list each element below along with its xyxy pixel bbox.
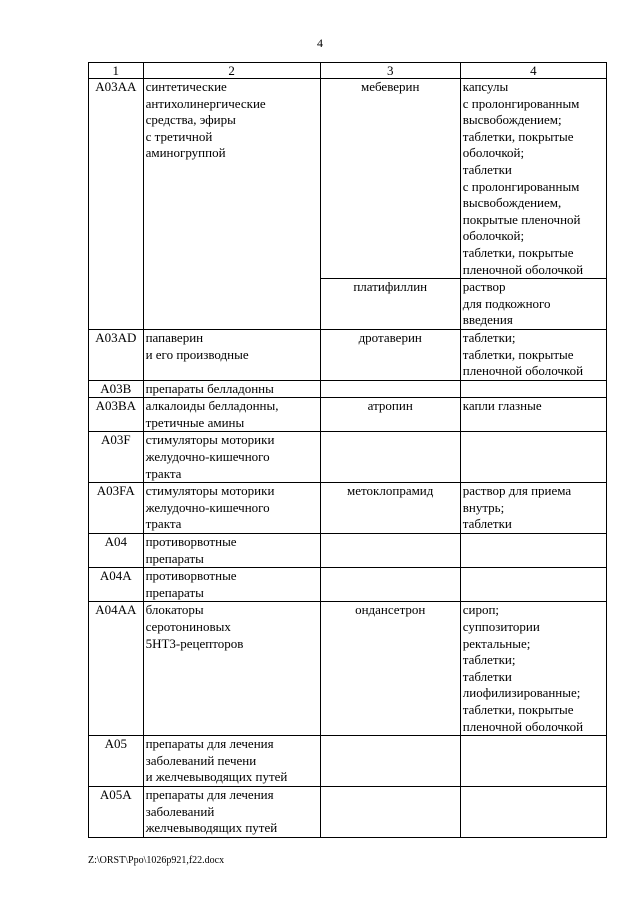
drug-name-cell: ондансетрон [320,602,460,736]
group-name-cell: препараты белладонны [143,380,320,398]
table-row [89,483,607,534]
page-number: 4 [317,36,323,50]
atc-code-cell: A04AA [89,602,144,736]
table-row [89,534,607,568]
drug-classification-table [88,62,607,838]
atc-code-cell: A03B [89,380,144,398]
atc-code-cell: A03FA [89,483,144,534]
table-header-row [89,63,607,79]
group-name-cell: противорвотные препараты [143,568,320,602]
dosage-form-cell: капли глазные [460,398,606,432]
group-name-cell: стимуляторы моторики желудочно-кишечного тракта [143,432,320,483]
drug-name-cell: дротаверин [320,329,460,380]
drug-name-cell: атропин [320,398,460,432]
atc-code-cell: A05 [89,736,144,787]
table-row [89,398,607,432]
drug-name-cell: платифиллин [320,279,460,330]
atc-code-cell: A03BA [89,398,144,432]
dosage-form-cell: капсулы с пролонгированным высвобождением; таблетки, покрытые оболочкой; таблетки с пролонгированным высвобождением, покрытые пленочной оболочкой; таблетки, покрытые пленочной оболочкой [460,79,606,279]
group-name-cell: противорвотные препараты [143,534,320,568]
atc-code-cell: A03AD [89,329,144,380]
drug-name-cell [320,786,460,837]
dosage-form-cell [460,380,606,398]
drug-name-cell: метоклопрамид [320,483,460,534]
dosage-form-cell [460,432,606,483]
drug-name-cell [320,736,460,787]
table-row [89,786,607,837]
column-header: 3 [320,63,460,79]
dosage-form-cell: сироп; суппозитории ректальные; таблетки; таблетки лиофилизированные; таблетки, покрытые пленочной оболочкой [460,602,606,736]
atc-code-cell: A03F [89,432,144,483]
dosage-form-cell [460,534,606,568]
document-file-path: Z:\ORST\Ppo\1026p921,f22.docx [88,855,225,866]
drug-name-cell: мебеверин [320,79,460,279]
table-row [89,329,607,380]
column-header: 2 [143,63,320,79]
atc-code-cell: A04A [89,568,144,602]
table-row [89,380,607,398]
table-row [89,602,607,736]
group-name-cell: синтетические антихолинергические средства, эфиры с третичной аминогруппой [143,79,320,330]
atc-code-cell: A05A [89,786,144,837]
group-name-cell: алкалоиды белладонны, третичные амины [143,398,320,432]
dosage-form-cell [460,786,606,837]
group-name-cell: папаверин и его производные [143,329,320,380]
dosage-form-cell [460,736,606,787]
table-row [89,432,607,483]
atc-code-cell: A04 [89,534,144,568]
table-row [89,736,607,787]
group-name-cell: стимуляторы моторики желудочно-кишечного тракта [143,483,320,534]
drug-name-cell [320,568,460,602]
column-header: 4 [460,63,606,79]
dosage-form-cell: раствор для подкожного введения [460,279,606,330]
table-row [89,79,607,279]
dosage-form-cell: таблетки; таблетки, покрытые пленочной оболочкой [460,329,606,380]
table-row [89,568,607,602]
drug-name-cell [320,380,460,398]
column-header: 1 [89,63,144,79]
group-name-cell: препараты для лечения заболеваний печени и желчевыводящих путей [143,736,320,787]
drug-name-cell [320,432,460,483]
dosage-form-cell: раствор для приема внутрь; таблетки [460,483,606,534]
dosage-form-cell [460,568,606,602]
atc-code-cell: A03AA [89,79,144,330]
group-name-cell: блокаторы серотониновых 5HT3-рецепторов [143,602,320,736]
group-name-cell: препараты для лечения заболеваний желчевыводящих путей [143,786,320,837]
drug-name-cell [320,534,460,568]
